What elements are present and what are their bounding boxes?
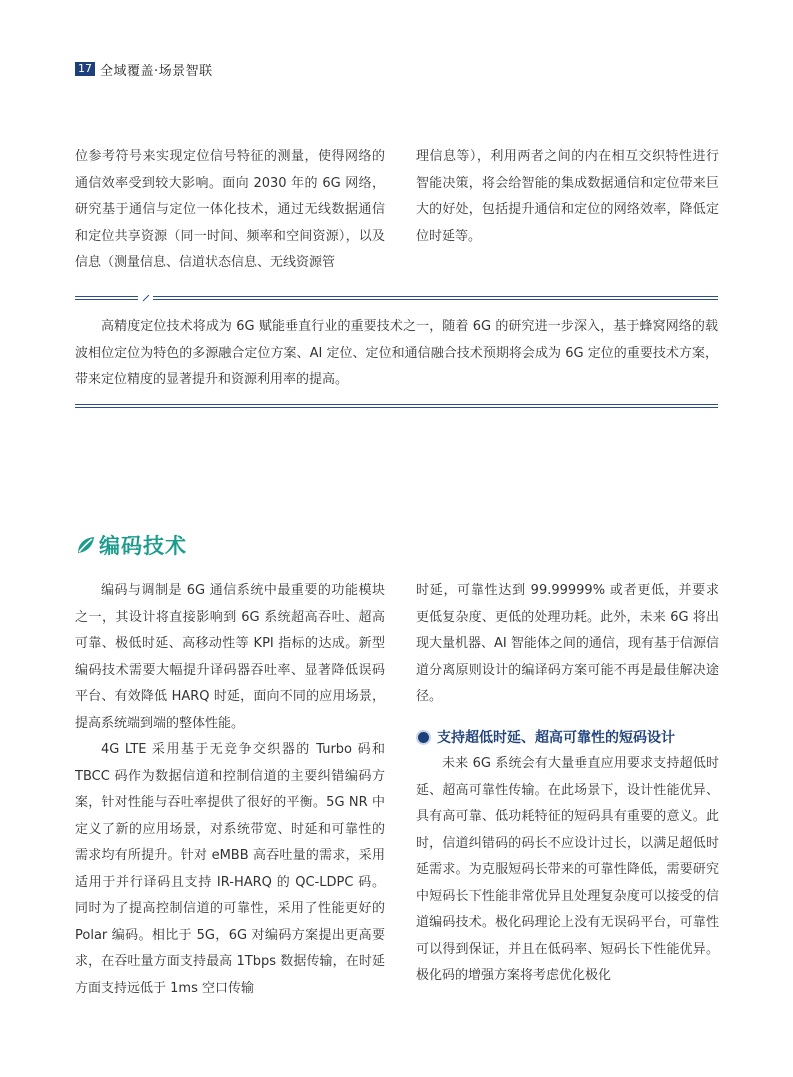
section-right-column [416, 578, 719, 990]
top-left-column [75, 144, 385, 277]
header-title: 全域覆盖·场景智联 [100, 63, 213, 79]
summary-box [75, 314, 718, 394]
section-heading [75, 530, 187, 560]
section-right-paragraph-1: 时延，可靠性达到 99.99999% 或者更低，并要求更低复杂度、更低的处理功耗。此外，未来 6G 将出现大量机器、AI 智能体之间的通信，现有基于信源信道分离原则设计的编译码方案可能不再是最佳解决途径。 [416, 583, 719, 704]
subheading [416, 725, 719, 752]
section-left-column [75, 578, 385, 1002]
section-paragraph-2: 4G LTE 采用基于无竞争交织器的 Turbo 码和 TBCC 码作为数据信道和控制信道的主要纠错编码方案，针对性能与吞吐率提供了很好的平衡。5G NR 中定义了新的应用场景，对系统带宽、时延和可靠性的需求均有所提升。针对 eMBB 高吞吐量的需求，采用适用于并行译码且支持 IR-HARQ 的 QC-LDPC 码。同时为了提高控制信道的可靠性，采用了性能更好的 Polar 编码。相比于 5G，6G 对编码方案提出更高要求，在吞吐量方面支持最高 1Tbps 数据传输，在时延方面支持远低于 1ms 空口传输 [75, 742, 385, 996]
section-right-paragraph-2: 未来 6G 系统会有大量垂直应用要求支持超低时延、超高可靠性传输。在此场景下，设计性能优异、具有高可靠、低功耗特征的短码具有重要的意义。此时，信道纠错码的码长不应设计过长，以满足超低时延需求。为克服短码长带来的可靠性降低，需要研究中短码长下性能非常优异且处理复杂度可以接受的信道编码技术。极化码理论上没有无误码平台，可靠性可以得到保证，并且在低码率、短码长下性能优异。极化码的增强方案将考虑优化极化 [416, 756, 719, 983]
page-header [75, 61, 213, 77]
summary-bottom-rule [75, 403, 718, 409]
section-title: 编码技术 [99, 534, 187, 558]
page-number: 17 [75, 62, 95, 76]
summary-text: 高精度定位技术将成为 6G 赋能垂直行业的重要技术之一，随着 6G 的研究进一步深入，基于蜂窝网络的载波相位定位为特色的多源融合定位方案、AI 定位、定位和通信融合技术预期将会成为 6G 定位的重要技术方案，带来定位精度的显著提升和资源利用率的提高。 [75, 319, 718, 387]
subheading-text: 支持超低时延、超高可靠性的短码设计 [437, 729, 675, 746]
top-left-paragraph: 位参考符号来实现定位信号特征的测量，使得网络的通信效率受到较大影响。面向 2030 年的 6G 网络，研究基于通信与定位一体化技术，通过无线数据通信和定位共享资源（同一时间、频率和空间资源），以及信息（测量信息、信道状态信息、无线资源管 [75, 149, 385, 270]
top-right-column [416, 144, 719, 250]
section-paragraph-1: 编码与调制是 6G 通信系统中最重要的功能模块之一，其设计将直接影响到 6G 系统超高吞吐、超高可靠、极低时延、高移动性等 KPI 指标的达成。新型编码技术需要大幅提升译码器吞吐率、显著降低误码平台、有效降低 HARQ 时延，面向不同的应用场景，提高系统端到端的整体性能。 [75, 583, 385, 731]
leaf-icon [75, 534, 97, 556]
summary-top-rule [75, 295, 718, 303]
top-right-paragraph: 理信息等），利用两者之间的内在相互交织特性进行智能决策，将会给智能的集成数据通信和定位带来巨大的好处，包括提升通信和定位的网络效率，降低定位时延等。 [416, 149, 719, 244]
circle-bullet-icon [416, 730, 431, 745]
